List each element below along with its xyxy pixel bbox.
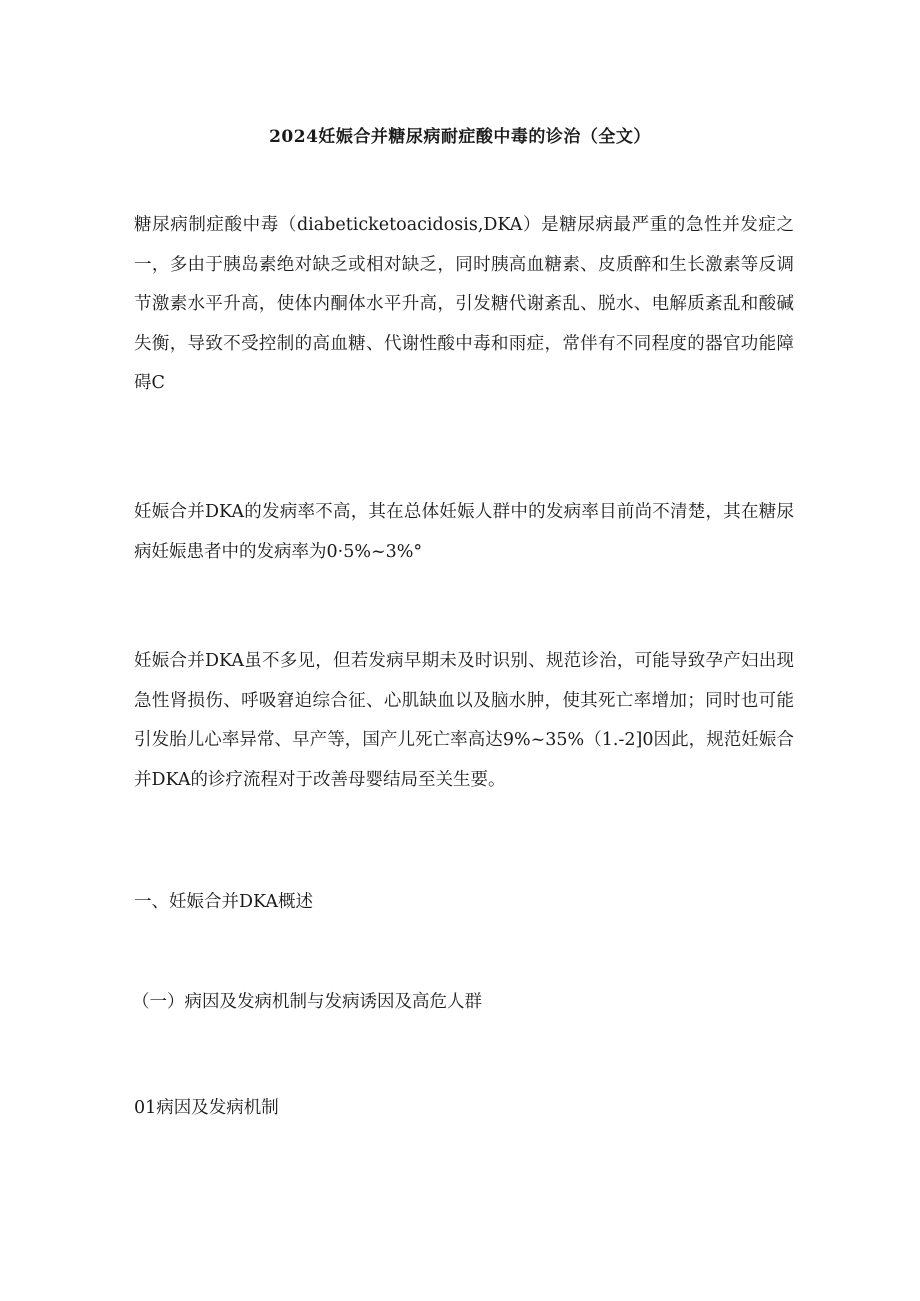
subsection-heading-etiology: （一）病因及发病机制与发病诱因及高危人群 xyxy=(132,992,482,1012)
section-heading-overview: 一、妊娠合并DKA概述 xyxy=(134,892,314,912)
paragraph-incidence: 妊娠合并DKA的发病率不高，其在总体妊娠人群中的发病率目前尚不清楚，其在糖尿病妊娠患者中的发病率为0·5%~3%° xyxy=(134,502,794,562)
document-title: 2024妊娠合并糖尿病耐症酸中毒的诊治（全文） xyxy=(269,127,651,147)
paragraph-dka-definition: 糖尿病制症酸中毒（diabeticketoacidosis,DKA）是糖尿病最严重的急性并发症之一，多由于胰岛素绝对缺乏或相对缺乏，同时胰高血糖素、皮质醉和生长激素等反调节激素水平升高，使体内酮体水平升高，引发糖代谢紊乱、脱水、电解质紊乱和酸碱失衡，导致不受控制的高血糖、代谢性酸中毒和雨症，常伴有不同程度的器官功能障碍C xyxy=(134,215,794,393)
subsubsection-heading-mechanism: 01病因及发病机制 xyxy=(134,1098,279,1118)
paragraph-outcomes: 妊娠合并DKA虽不多见，但若发病早期未及时识别、规范诊治，可能导致孕产妇出现急性肾损伤、呼吸窘迫综合征、心肌缺血以及脑水肿，使其死亡率增加；同时也可能引发胎儿心率异常、早产等，国产儿死亡率高达9%~35%（1.-2]0因此，规范妊娠合并DKA的诊疗流程对于改善母婴结局至关生要。 xyxy=(134,651,794,790)
